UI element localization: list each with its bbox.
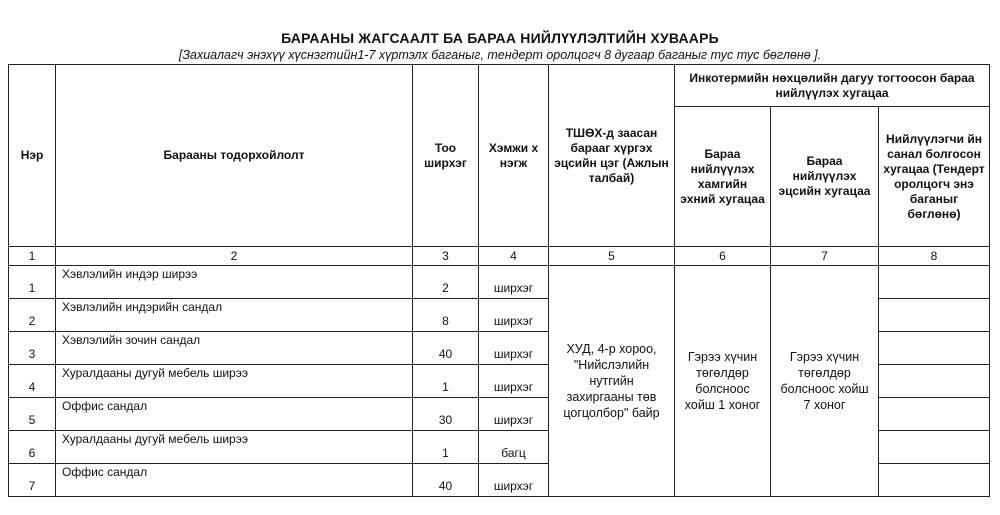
row-quantity: 8 [413, 299, 479, 332]
row-quantity: 30 [413, 398, 479, 431]
supplier-proposal-cell[interactable] [879, 464, 990, 497]
supplier-proposal-cell[interactable] [879, 431, 990, 464]
header-earliest-delivery: Бараа нийлүүлэх хамгийн эхний хугацаа [675, 107, 771, 247]
row-item-name: Хэвлэлийн зочин сандал [56, 332, 413, 365]
row-quantity: 1 [413, 431, 479, 464]
row-index: 2 [9, 299, 56, 332]
row-unit: ширхэг [479, 266, 549, 299]
row-unit: ширхэг [479, 299, 549, 332]
row-index: 3 [9, 332, 56, 365]
row-item-name: Оффис сандал [56, 398, 413, 431]
header-final-delivery: Бараа нийлүүлэх эцсийн хугацаа [771, 107, 879, 247]
row-item-name: Хэвлэлийн индэрийн сандал [56, 299, 413, 332]
supplier-proposal-cell[interactable] [879, 398, 990, 431]
supplier-proposal-cell[interactable] [879, 266, 990, 299]
row-unit: ширхэг [479, 365, 549, 398]
supplier-proposal-cell[interactable] [879, 365, 990, 398]
row-index: 6 [9, 431, 56, 464]
row-quantity: 40 [413, 332, 479, 365]
header-incoterm-group: Инкотермийн нөхцөлийн дагуу тогтоосон бараа нийлүүлэх хугацаа [675, 65, 990, 107]
column-number: 1 [9, 247, 56, 266]
row-index: 4 [9, 365, 56, 398]
column-number: 7 [771, 247, 879, 266]
final-delivery-cell: Гэрээ хүчин төгөлдөр болсноос хойш 7 хоног [771, 266, 879, 497]
header-supplier-proposal: Нийлүүлэгчи йн санал болгосон хугацаа (Тендерт оролцогч энэ баганыг бөглөнө) [879, 107, 990, 247]
row-unit: ширхэг [479, 464, 549, 497]
row-item-name: Хуралдааны дугуй мебель ширээ [56, 365, 413, 398]
header-quantity: Тоо ширхэг [413, 65, 479, 247]
row-quantity: 40 [413, 464, 479, 497]
row-unit: ширхэг [479, 398, 549, 431]
row-unit: ширхэг [479, 332, 549, 365]
header-unit: Хэмжи х нэгж [479, 65, 549, 247]
document-subtitle: [Захиалагч энэхүү хүснэгтийн1-7 хүртэлх баганыг, тендерт оролцогч 8 дугаар баганыг тус тус бөглөнө ]. [178, 48, 822, 62]
document-title: БАРААНЫ ЖАГСААЛТ БА БАРАА НИЙЛҮҮЛЭЛТИЙН ХУВААРЬ [281, 30, 719, 46]
column-number: 4 [479, 247, 549, 266]
row-index: 5 [9, 398, 56, 431]
supplier-proposal-cell[interactable] [879, 299, 990, 332]
row-item-name: Хэвлэлийн индэр ширээ [56, 266, 413, 299]
row-item-name: Хуралдааны дугуй мебель ширээ [56, 431, 413, 464]
header-name: Нэр [9, 65, 56, 247]
row-quantity: 1 [413, 365, 479, 398]
column-number: 3 [413, 247, 479, 266]
goods-schedule-table [8, 64, 990, 497]
earliest-delivery-cell: Гэрээ хүчин төгөлдөр болсноос хойш 1 хоног [675, 266, 771, 497]
supplier-proposal-cell[interactable] [879, 332, 990, 365]
header-description: Барааны тодорхойлолт [56, 65, 413, 247]
column-number: 8 [879, 247, 990, 266]
row-index: 7 [9, 464, 56, 497]
header-delivery-point: ТШӨХ-д заасан барааг хүргэх эцсийн цэг (Ажлын талбай) [549, 65, 675, 247]
column-number: 5 [549, 247, 675, 266]
table-row [9, 266, 990, 299]
row-unit: багц [479, 431, 549, 464]
column-number-row [9, 247, 990, 266]
row-item-name: Оффис сандал [56, 464, 413, 497]
column-number: 2 [56, 247, 413, 266]
column-number: 6 [675, 247, 771, 266]
row-quantity: 2 [413, 266, 479, 299]
delivery-point-cell: ХУД, 4-р хороо, "Нийслэлийн нутгийн захиргааны төв цогцолбор" байр [549, 266, 675, 497]
row-index: 1 [9, 266, 56, 299]
